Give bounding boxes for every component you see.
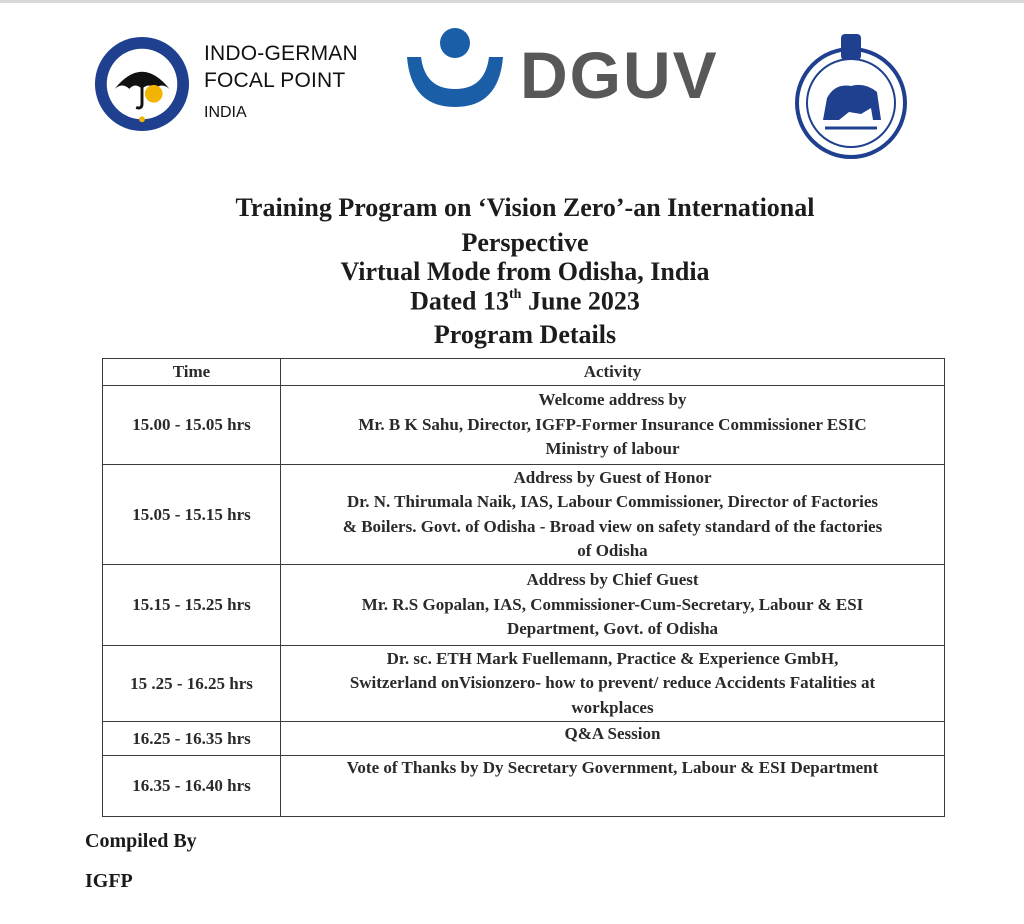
activity-cell: [281, 646, 945, 722]
table-row: [103, 756, 945, 817]
program-details-heading: Program Details: [433, 320, 617, 349]
activity-cell: [281, 565, 945, 646]
top-divider: [0, 0, 1024, 3]
activity-cell: [281, 386, 945, 465]
activity-line: Switzerland onVisionzero- how to prevent/ reduce Accidents Fatalities at: [349, 673, 876, 693]
time-cell: 16.35 - 16.40 hrs: [103, 756, 281, 817]
igfp-logo-line2: FOCAL POINT: [204, 69, 346, 92]
table-row: [103, 465, 945, 565]
compiler-org: IGFP: [85, 870, 133, 892]
umbrella-seal-icon: [93, 35, 191, 133]
activity-line: Address by Guest of Honor: [513, 467, 712, 487]
time-cell: 15 .25 - 16.25 hrs: [103, 646, 281, 722]
activity-cell: [281, 722, 945, 756]
time-cell: 16.25 - 16.35 hrs: [103, 722, 281, 756]
activity-line: Department, Govt. of Odisha: [506, 619, 719, 639]
activity-line: Mr. R.S Gopalan, IAS, Commissioner-Cum-Secretary, Labour & ESI: [361, 594, 864, 614]
date-suffix: June 2023: [521, 286, 640, 316]
table-row: [103, 646, 945, 722]
activity-line: Address by Chief Guest: [526, 570, 699, 590]
igfp-logo-line1: INDO-GERMAN: [204, 42, 358, 65]
activity-line: Dr. N. Thirumala Naik, IAS, Labour Commissioner, Director of Factories: [346, 492, 879, 511]
activity-line: workplaces: [571, 697, 654, 717]
igfp-logo-text: [204, 40, 358, 124]
table-row: [103, 722, 945, 756]
activity-cell: [281, 756, 945, 817]
activity-line: & Boilers. Govt. of Odisha - Broad view on safety standard of the factories: [342, 516, 883, 536]
schedule-table: [102, 358, 945, 817]
compiled-by-label: Compiled By: [85, 830, 197, 852]
odisha-government-seal-icon: [791, 28, 911, 160]
dguv-figure-icon: [405, 27, 505, 109]
activity-column-header: Activity: [281, 359, 945, 386]
time-cell: 15.15 - 15.25 hrs: [103, 565, 281, 646]
time-cell: 15.05 - 15.15 hrs: [103, 465, 281, 565]
time-column-header: Time: [103, 359, 281, 386]
dguv-wordmark: DGUV: [520, 38, 719, 112]
table-header-row: [103, 359, 945, 386]
program-mode-line: Virtual Mode from Odisha, India: [340, 257, 710, 286]
date-prefix: Dated 13: [410, 286, 509, 316]
table-row: [103, 565, 945, 646]
activity-line: Dr. sc. ETH Mark Fuellemann, Practice & Experience GmbH,: [386, 648, 839, 668]
activity-line: Q&A Session: [564, 724, 661, 743]
program-date-line: [100, 282, 950, 317]
date-ordinal: th: [509, 287, 522, 302]
time-cell: 15.00 - 15.05 hrs: [103, 386, 281, 465]
program-title-line1: Training Program on ‘Vision Zero’-an International: [235, 193, 815, 222]
activity-line: Ministry of labour: [545, 439, 680, 459]
program-title-line2: Perspective: [461, 228, 589, 257]
activity-line: Vote of Thanks by Dy Secretary Government, Labour & ESI Department: [346, 758, 879, 777]
igfp-logo-line3: INDIA: [204, 104, 247, 121]
activity-cell: [281, 465, 945, 565]
activity-line: Welcome address by: [538, 390, 687, 410]
table-row: [103, 386, 945, 465]
activity-line: of Odisha: [577, 541, 648, 560]
activity-line: Mr. B K Sahu, Director, IGFP-Former Insurance Commissioner ESIC: [358, 414, 867, 434]
